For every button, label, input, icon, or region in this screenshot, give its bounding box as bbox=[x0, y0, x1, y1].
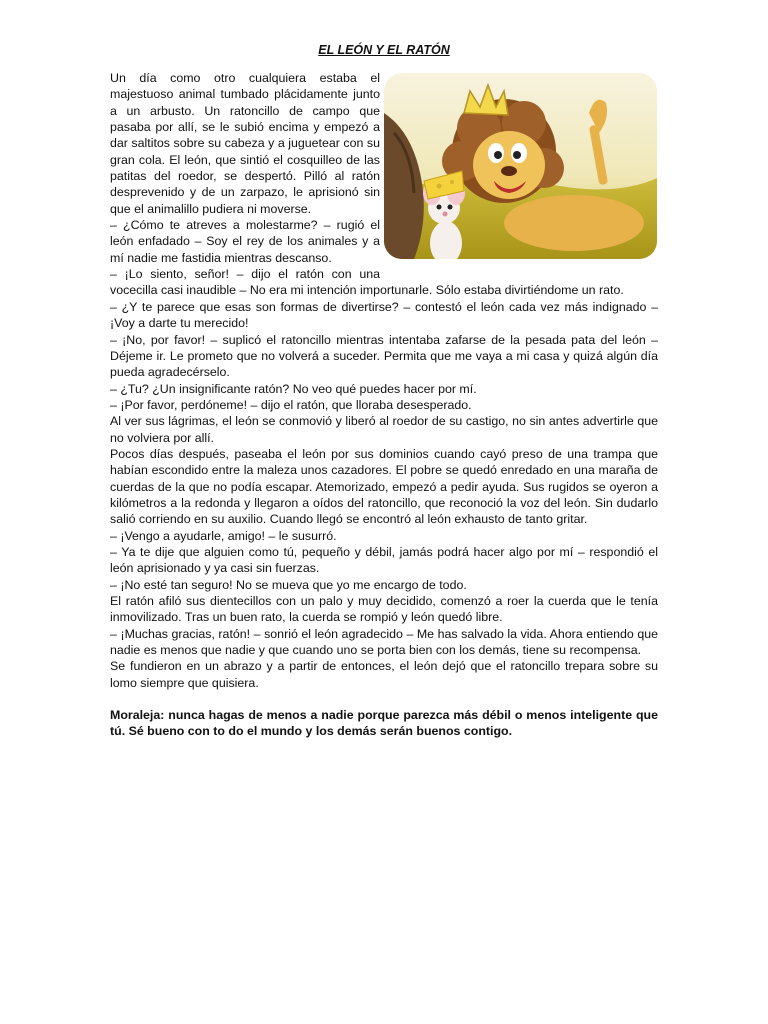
story-paragraph: – ¡Vengo a ayudarle, amigo! – le susurró. bbox=[110, 528, 337, 543]
story-paragraph: – ¡Muchas gracias, ratón! – sonrió el león agradecido – Me has salvado la vida. Ahora entiendo que nadie es menos que nadie y que cuando uno se porta bien con los demás, tiene su recompensa. bbox=[110, 626, 658, 658]
story-paragraph: Al ver sus lágrimas, el león se conmovió y liberó al roedor de su castigo, no sin antes advertirle que no volviera por allí. bbox=[110, 414, 658, 445]
story-paragraph: Se fundieron en un abrazo y a partir de entonces, el león dejó que el ratoncillo trepara sobre su lomo siempre que quisiera. bbox=[110, 659, 658, 690]
moral-text: Moraleja: nunca hagas de menos a nadie porque parezca más débil o menos inteligente que tú. Sé bueno con to do el mundo y los demás serán buenos contigo. bbox=[110, 708, 658, 739]
story-paragraph: – Ya te dije que alguien como tú, pequeño y débil, jamás podrá hacer algo por mí – respondió el león aprisionado y ya casi sin fuerzas. bbox=[110, 544, 658, 576]
paragraph-spacer bbox=[110, 691, 658, 707]
story-paragraph: Un día como otro cualquiera estaba el majestuoso animal tumbado plácidamente junto a un arbusto. Un ratoncillo de campo que pasaba por allí, se le subió encima y empezó a dar saltitos sobre su cabeza y a juguetear con su gran cola. El león, que sintió el cosquilleo de las patitas del roedor, se despertó. Pilló al ratón desprevenido y de un zarpazo, le aprisionó sin que el animalillo pudiera ni moverse. bbox=[110, 71, 380, 216]
story-paragraph: – ¡Por favor, perdóneme! – dijo el ratón, que lloraba desesperado. bbox=[110, 397, 472, 412]
story-paragraph: – ¡No, por favor! – suplicó el ratoncillo mientras intentaba zafarse de la pesada pata del león – Déjeme ir. Le prometo que no volverá a suceder. Permita que me vaya a mi casa y quizá algún día pueda agradecérselo. bbox=[110, 332, 658, 380]
story-paragraph: – ¿Cómo te atreves a molestarme? – rugió el león enfadado – Soy el rey de los animales y a mí nadie me fastidia mientras descanso. bbox=[110, 218, 380, 265]
story-paragraph: – ¿Tu? ¿Un insignificante ratón? No veo qué puedes hacer por mí. bbox=[110, 381, 477, 396]
page-title: EL LEÓN Y EL RATÓN bbox=[318, 43, 450, 57]
story-body bbox=[110, 70, 658, 740]
story-paragraph: – ¿Y te parece que esas son formas de divertirse? – contestó el león cada vez más indignado – ¡Voy a darte tu merecido! bbox=[110, 299, 658, 331]
story-paragraph: – ¡No esté tan seguro! No se mueva que yo me encargo de todo. bbox=[110, 577, 467, 592]
story-paragraph: Pocos días después, paseaba el león por sus dominios cuando cayó preso de una trampa que habían escondido entre la maleza unos cazadores. El pobre se quedó enredado en una maraña de cuerdas de la que no podía escapar. Atemorizado, empezó a pedir ayuda. Sus rugidos se oyeron a kilómetros a la redonda y llegaron a oídos del ratoncillo, que reconoció la voz del león. Sin dudarlo salió corriendo en su auxilio. Cuando llegó se encontró al león exhausto de tanto gritar. bbox=[110, 446, 658, 527]
story-paragraph: – ¡Lo siento, señor! – dijo el ratón con una vocecilla casi inaudible – No era mi intención importunarle. Sólo estaba divirtiéndome un rato. bbox=[110, 267, 624, 298]
illustration-float-space bbox=[380, 70, 658, 282]
story-paragraph: El ratón afiló sus dientecillos con un palo y muy decidido, comenzó a roer la cuerda que le tenía inmovilizado. Tras un buen rato, la cuerda se rompió y león quedó libre. bbox=[110, 594, 658, 625]
